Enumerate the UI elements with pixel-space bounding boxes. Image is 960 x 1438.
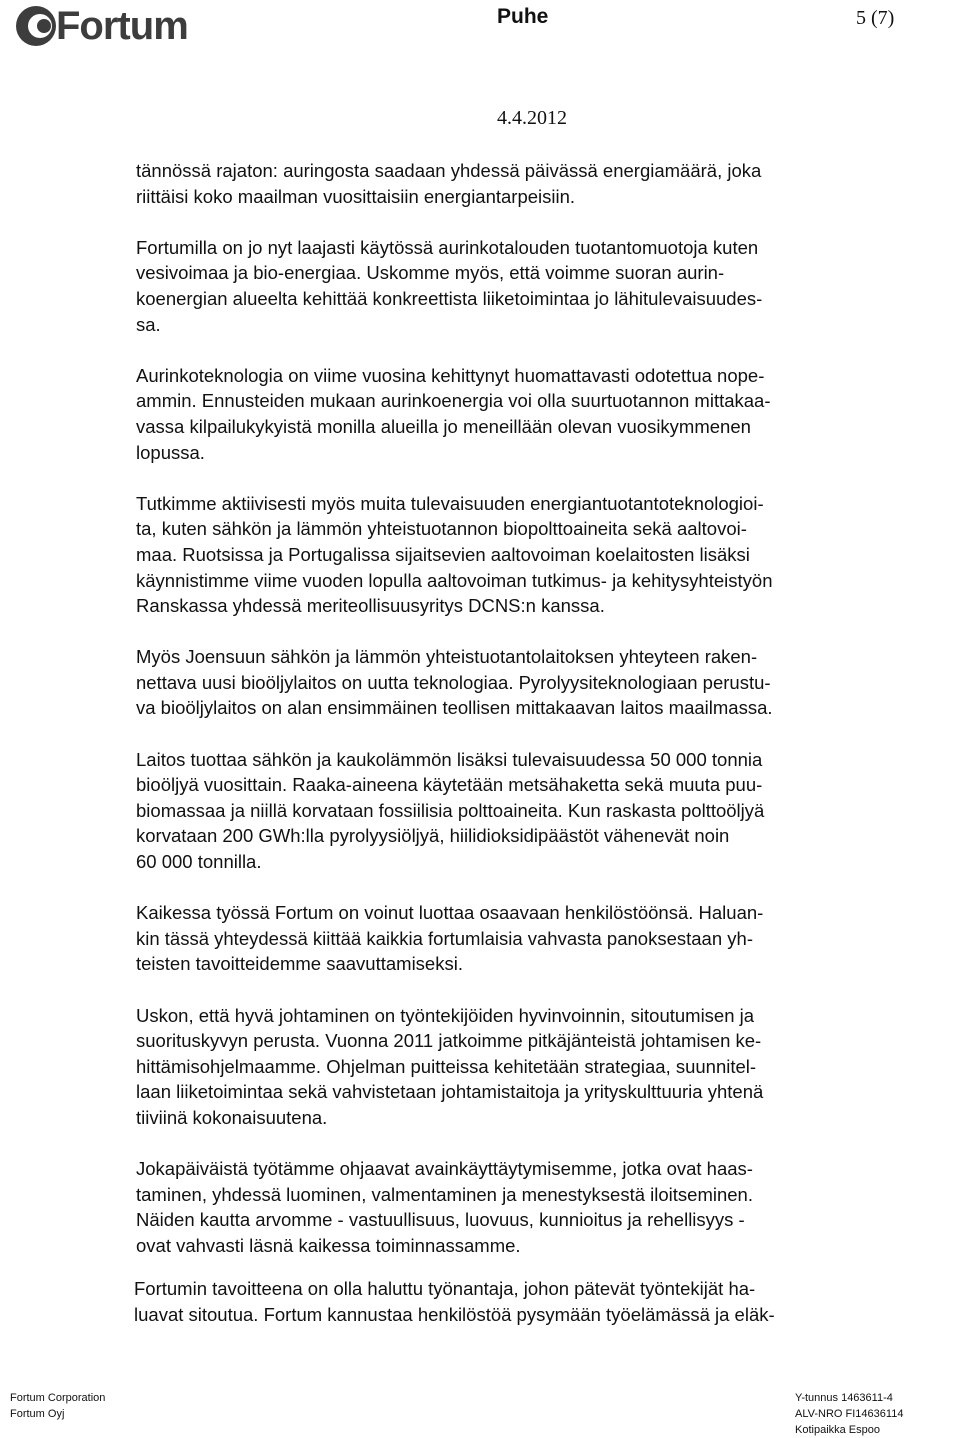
paragraph-line: tännössä rajaton: auringosta saadaan yhdessä päivässä energiamäärä, joka — [136, 160, 762, 181]
footer-company: Fortum Corporation — [10, 1392, 106, 1404]
paragraph — [136, 235, 906, 337]
paragraph-line: bioöljyä vuosittain. Raaka-aineena käytetään metsähaketta sekä muuta puu- — [136, 774, 763, 796]
paragraph-line: koenergian alueelta kehittää konkreettista liiketoimintaa jo lähitulevaisuudes- — [136, 287, 763, 309]
paragraph-line: ta, kuten sähkön ja lämmön yhteistuotannon biopolttoaineita sekä aaltovoi- — [136, 518, 747, 540]
paragraph — [136, 900, 906, 977]
paragraph-line: kin tässä yhteydessä kiittää kaikkia fortumlaisia vahvasta panoksestaan yh- — [136, 927, 753, 949]
paragraph-line: Ranskassa yhdessä meriteollisuusyritys DCNS:n kanssa. — [136, 595, 605, 617]
footer-company-local: Fortum Oyj — [10, 1408, 65, 1420]
paragraph — [136, 158, 906, 209]
paragraph-line: käynnistimme viime vuoden lopulla aaltovoiman tutkimus- ja kehitysyhteistyön — [136, 569, 773, 591]
paragraph-line: suorituskyvyn perusta. Vuonna 2011 jatkoimme pitkäjänteistä johtamisen ke- — [136, 1030, 762, 1052]
footer-company-block — [10, 1390, 105, 1422]
paragraph-line: biomassaa ja niillä korvataan fossiilisia polttoaineita. Kun raskasta polttoöljyä — [136, 799, 765, 821]
paragraph-line: sa. — [136, 313, 161, 335]
document-type: Puhe — [497, 5, 549, 28]
paragraph — [136, 1156, 906, 1258]
paragraph-line: Myös Joensuun sähkön ja lämmön yhteistuotantolaitoksen yhteyteen raken- — [136, 646, 758, 668]
paragraph-line: hittämisohjelmaamme. Ohjelman puitteissa kehitetään strategiaa, suunnitel- — [136, 1055, 757, 1077]
page-number: 5 (7) — [856, 7, 895, 29]
paragraph-line: nettava uusi bioöljylaitos on uutta teknologiaa. Pyrolyysiteknologiaan perustu- — [136, 671, 771, 693]
footer-business-id: Y-tunnus 1463611-4 — [795, 1392, 893, 1404]
paragraph-line: ammin. Ennusteiden mukaan aurinkoenergia voi olla suurtuotannon mittakaa- — [136, 390, 771, 412]
paragraph — [136, 747, 906, 875]
paragraph-line: Kaikessa työssä Fortum on voinut luottaa osaavaan henkilöstöönsä. Haluan- — [136, 902, 764, 924]
paragraph-line: maa. Ruotsissa ja Portugalissa sijaitsevien aaltovoiman koelaitosten lisäksi — [136, 543, 750, 565]
paragraph-line: Jokapäiväistä työtämme ohjaavat avainkäyttäytymisemme, jotka ovat haas- — [136, 1158, 753, 1180]
paragraph-line: taminen, yhdessä luominen, valmentaminen ja menestyksestä iloitseminen. — [136, 1183, 753, 1205]
document-date: 4.4.2012 — [497, 107, 567, 129]
paragraph-line: Fortumilla on jo nyt laajasti käytössä aurinkotalouden tuotantomuotoja kuten — [136, 236, 759, 258]
paragraph — [136, 491, 906, 619]
paragraph-line: vassa kilpailukykyistä monilla alueilla jo meneillään olevan vuosikymmenen — [136, 415, 751, 437]
paragraph-line: Fortumin tavoitteena on olla haluttu työnantaja, johon pätevät työntekijät ha- — [134, 1278, 756, 1300]
paragraph-line: 60 000 tonnilla. — [136, 851, 262, 873]
paragraph-line: luavat sitoutua. Fortum kannustaa henkilöstöä pysymään työelämässä ja eläk- — [134, 1303, 775, 1325]
speech-body — [136, 158, 906, 1353]
paragraph-line: laan liiketoimintaa sekä vahvistetaan johtamistaitoja ja yrityskulttuuria yhtenä — [136, 1081, 764, 1103]
paragraph-line: Laitos tuottaa sähkön ja kaukolämmön lisäksi tulevaisuudessa 50 000 tonnia — [136, 748, 763, 770]
paragraph-line: Tutkimme aktiivisesti myös muita tulevaisuuden energiantuotantoteknologioi- — [136, 492, 764, 514]
footer-vat: ALV-NRO FI14636114 — [795, 1408, 904, 1420]
paragraph-line: riittäisi koko maailman vuosittaisiin energiantarpeisiin. — [136, 185, 576, 207]
paragraph-line: Aurinkoteknologia on viime vuosina kehittynyt huomattavasti odotettua nope- — [136, 364, 765, 386]
paragraph-line: Näiden kautta arvomme - vastuullisuus, luovuus, kunnioitus ja rehellisyys - — [136, 1209, 745, 1231]
paragraph-line: vesivoimaa ja bio-energiaa. Uskomme myös, että voimme suoran aurin- — [136, 262, 725, 284]
paragraph — [136, 363, 906, 465]
footer-domicile: Kotipaikka Espoo — [795, 1424, 880, 1436]
fortum-logo-mark-icon — [14, 4, 58, 48]
paragraph-line: ovat vahvasti läsnä kaikessa toiminnassamme. — [136, 1234, 521, 1256]
paragraph-line: va bioöljylaitos on alan ensimmäinen teollisen mittakaavan laitos maailmassa. — [136, 697, 773, 719]
paragraph-line: korvataan 200 GWh:lla pyrolyysiöljyä, hiilidioksidipäästöt vähenevät noin — [136, 825, 730, 847]
paragraph-line: tiiviinä kokonaisuutena. — [136, 1106, 328, 1128]
footer — [0, 1390, 960, 1438]
fortum-logo — [14, 4, 188, 48]
paragraph-line: lopussa. — [136, 441, 205, 463]
paragraph — [136, 1003, 906, 1131]
logo-text: Fortum — [56, 4, 188, 48]
paragraph-line: teisten tavoitteidemme saavuttamiseksi. — [136, 953, 463, 975]
paragraph-line: Uskon, että hyvä johtaminen on työntekijöiden hyvinvoinnin, sitoutumisen ja — [136, 1004, 755, 1026]
paragraph — [136, 644, 906, 721]
paragraph — [134, 1276, 906, 1327]
footer-registration-block — [795, 1390, 903, 1438]
